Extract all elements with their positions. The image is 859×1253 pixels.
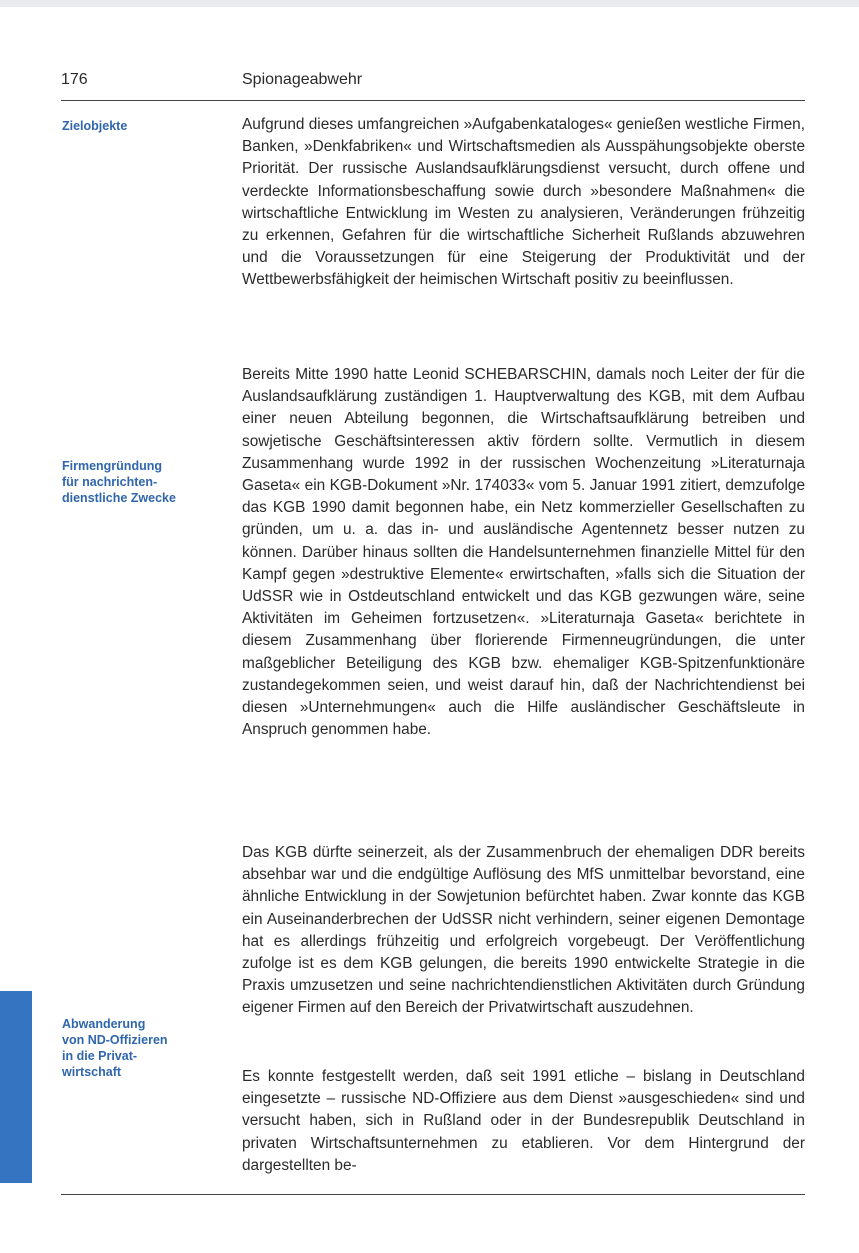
body-paragraph: [242, 364, 805, 741]
chapter-thumb-tab: [0, 991, 32, 1183]
paragraph-text: Aufgrund dieses umfangreichen »Aufgabenkataloges« genießen westliche Firmen, Banken, »Denkfabriken« und Wirtschaftsmedien als Ausspähungsobjekte oberste Priorität. Der russische Auslandsaufklärungsdienst versucht, durch offene und verdeckte Informationsbeschaffung sowie durch »besondere Maßnahmen« die wirtschaftliche Entwicklung im Westen zu analysieren, Veränderungen frühzeitig zu erkennen, Gefahren für die wirtschaftliche Sicherheit Rußlands abzuwehren und die Voraussetzungen für eine Steigerung der Produktivität und der Wettbewerbsfähigkeit der heimischen Wirtschaft positiv zu beeinflussen.: [242, 116, 805, 289]
header-rule: [61, 100, 805, 101]
sidenote-line: Zielobjekte: [62, 119, 128, 133]
sidenote-line: von ND-Offizieren: [62, 1033, 168, 1047]
paragraph-text: Es konnte festgestellt werden, daß seit 1991 etliche – bislang in Deutschland eingesetzte – russische ND-Offiziere aus dem Dienst »ausgeschieden« sind und versucht haben, sich in Rußland oder in der Bundesrepublik Deutschland in privaten Wirtschaftsunternehmen zu etablieren. Vor dem Hintergrund der dargestellten be-: [242, 1068, 805, 1174]
scan-top-strip: [0, 0, 859, 7]
page-number: 176: [61, 71, 88, 88]
body-paragraph: [242, 114, 805, 292]
sidenote-line: Firmengründung: [62, 459, 162, 473]
sidenote-firmengruendung: [62, 458, 227, 506]
sidenote-zielobjekte: [62, 118, 227, 134]
sidenote-line: wirtschaft: [62, 1065, 122, 1079]
running-head: Spionageabwehr: [242, 71, 363, 88]
footer-rule: [61, 1194, 805, 1195]
paragraph-text: Bereits Mitte 1990 hatte Leonid SCHEBARSCHIN, damals noch Leiter der für die Auslandsaufklärung zuständigen 1. Hauptverwaltung des KGB, mit dem Aufbau einer neuen Abteilung begonnen, die Wirtschaftsaufklärung betreiben und sowjetische Geschäftsinteressen aktiv fördern sollte. Vermutlich in diesem Zusammenhang wurde 1992 in der russischen Wochenzeitung »Literaturnaja Gaseta« ein KGB-Dokument »Nr. 174033« vom 5. Januar 1991 zitiert, demzufolge das KGB 1990 damit begonnen habe, ein Netz kommerzieller Gesellschaften zu gründen, um u. a. das in- und ausländische Agentennetz besser nutzen zu können. Darüber hinaus sollten die Handelsunternehmen finanzielle Mittel für den Kampf gegen »destruktive Elemente« erwirtschaften, »falls sich die Situation der UdSSR wie in Ostdeutschland entwickelt und das KGB gezwungen wäre, seine Aktivitäten im Geheimen fortzusetzen«. »Literaturnaja Gaseta« berichtete in diesem Zusammenhang über florierende Firmenneugründungen, die unter maßgeblicher Beteiligung des KGB bzw. ehemaliger KGB-Spitzenfunktionäre zustandegekommen seien, und weist darauf hin, daß der Nachrichtendienst bei diesen »Unternehmungen« auch die Hilfe ausländischer Geschäftsleute in Anspruch genommen habe.: [242, 366, 805, 739]
body-paragraph: [242, 842, 805, 1020]
sidenote-line: Abwanderung: [62, 1017, 146, 1031]
paragraph-text: Das KGB dürfte seinerzeit, als der Zusammenbruch der ehemaligen DDR bereits absehbar war und die endgültige Auflösung des MfS unmittelbar bevorstand, eine ähnliche Entwicklung in der Sowjetunion befürchtet haben. Zwar konnte das KGB ein Auseinanderbrechen der UdSSR nicht verhindern, seiner eigenen Demontage hat es allerdings frühzeitig und erfolgreich vorgebeugt. Der Veröffentlichung zufolge ist es dem KGB gelungen, die bereits 1990 entwickelte Strategie in die Praxis umzusetzen und seine nachrichtendienstlichen Aktivitäten durch Gründung eigener Firmen auf den Bereich der Privatwirtschaft auszudehnen.: [242, 844, 805, 1017]
sidenote-line: für nachrichten-: [62, 475, 158, 489]
sidenote-line: in die Privat-: [62, 1049, 138, 1063]
page-header: [61, 70, 805, 96]
body-paragraph: [242, 1066, 805, 1177]
sidenote-abwanderung: [62, 1016, 227, 1080]
sidenote-line: dienstliche Zwecke: [62, 491, 176, 505]
